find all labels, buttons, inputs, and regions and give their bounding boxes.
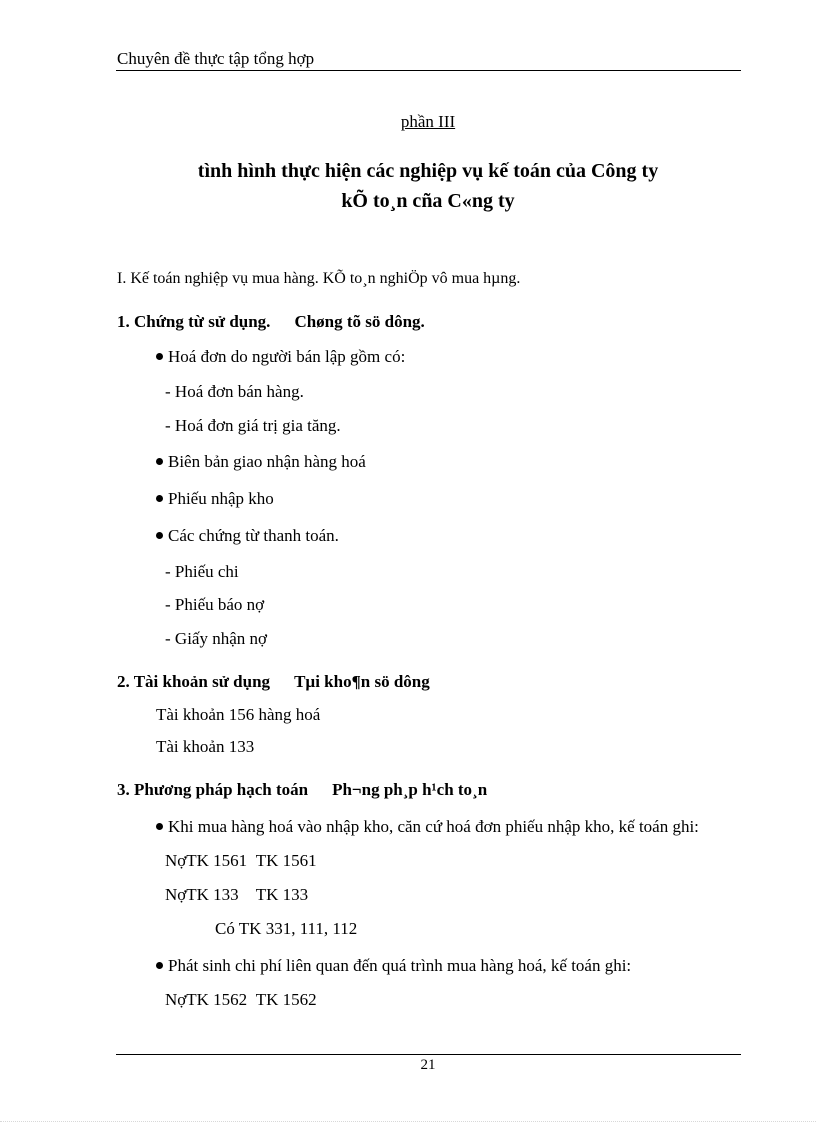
- account-line: Tài khoản 133: [156, 737, 255, 756]
- list-item: Khi mua hàng hoá vào nhập kho, căn cứ hoá đơn phiếu nhập kho, kế toán ghi:: [156, 817, 699, 837]
- section-heading: [117, 270, 520, 288]
- account-line: Tài khoản 156 hàng hoá: [156, 705, 321, 724]
- list-item: Các chứng từ thanh toán.: [156, 526, 339, 546]
- list-item: Phát sinh chi phí liên quan đến quá trình mua hàng hoá, kế toán ghi:: [156, 956, 631, 976]
- journal-entry: NợTK 1562 TK 1562: [165, 990, 317, 1009]
- page-number: 21: [420, 1057, 436, 1073]
- subsection-heading-2-alt: Tµi kho¶n sö dông: [294, 672, 430, 691]
- bullet-icon: [156, 495, 163, 502]
- part-label: phần III: [400, 112, 456, 131]
- subsection-heading-1-text: 1. Chứng từ sử dụng.: [117, 312, 271, 331]
- chapter-title-alt: kÕ to¸n cña C«ng ty: [341, 190, 515, 212]
- section-heading-text: I. Kế toán nghiệp vụ mua hàng.: [117, 270, 319, 287]
- subsection-heading-2: [117, 672, 430, 692]
- page-edge: [0, 1121, 816, 1122]
- bullet-icon: [156, 962, 163, 969]
- footer-rule: [116, 1054, 741, 1055]
- subsection-heading-3: [117, 780, 487, 800]
- running-header: Chuyên đề thực tập tổng hợp: [117, 49, 315, 68]
- header-rule: [116, 70, 741, 71]
- subsection-heading-2-text: 2. Tài khoản sử dụng: [117, 672, 271, 691]
- list-item: - Hoá đơn bán hàng.: [165, 382, 304, 401]
- list-item: Biên bản giao nhận hàng hoá: [156, 452, 366, 472]
- journal-entry: NợTK 133 TK 133: [165, 885, 309, 904]
- list-item: - Giấy nhận nợ: [165, 629, 267, 648]
- journal-entry-credit: Có TK 331, 111, 112: [215, 919, 358, 938]
- subsection-heading-3-text: 3. Phương pháp hạch toán: [117, 780, 309, 799]
- bullet-icon: [156, 532, 163, 539]
- bullet-icon: [156, 823, 163, 830]
- subsection-heading-1-alt: Chøng tõ sö dông.: [294, 312, 425, 331]
- list-item: - Phiếu báo nợ: [165, 595, 265, 614]
- list-item: Phiếu nhập kho: [156, 489, 274, 509]
- subsection-heading-3-alt: Ph¬ng ph¸p h¹ch to¸n: [332, 780, 488, 799]
- chapter-title: tình hình thực hiện các nghiệp vụ kế toán của Công ty: [197, 160, 659, 182]
- list-item: - Phiếu chi: [165, 562, 239, 581]
- subsection-heading-1: [117, 312, 425, 332]
- list-item: - Hoá đơn giá trị gia tăng.: [165, 416, 341, 435]
- bullet-icon: [156, 353, 163, 360]
- bullet-icon: [156, 458, 163, 465]
- list-item: Hoá đơn do người bán lập gồm có:: [156, 347, 405, 367]
- journal-entry: NợTK 1561 TK 1561: [165, 851, 317, 870]
- section-heading-alt: KÕ to¸n nghiÖp vô mua hµng.: [322, 270, 521, 287]
